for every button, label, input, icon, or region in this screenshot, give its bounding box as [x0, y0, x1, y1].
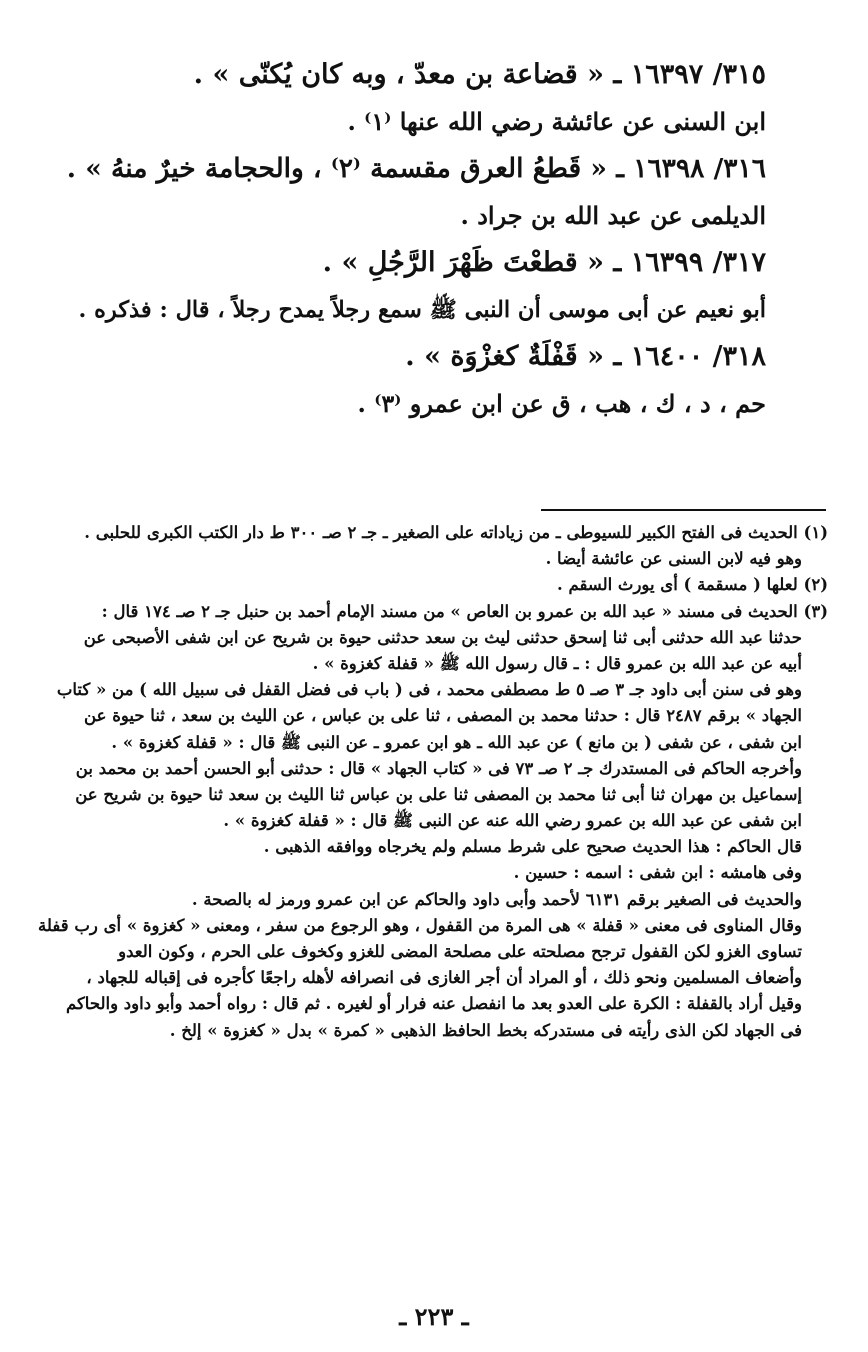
footnote-line: وقيل أراد بالقفلة : الكرة على العدو بعد ما انفصل عنه فرار أو لغيره . ثم قال : رواه أحمد وأبو داود والحاكم — [65, 994, 802, 1014]
hadith-source: الديلمى عن عبد الله بن جراد . — [460, 201, 766, 230]
hadith-text: ٣١٨/ ١٦٤٠٠ ـ « قَفْلَةٌ كغزْوَة » . — [405, 341, 766, 372]
footnote-line: إسماعيل بن مهران ثنا أبى ثنا محمد بن المصفى ثنا على بن عباس ثنا الليث بن سعد ثنا حيوة بن شريح عن — [75, 784, 802, 804]
footnote-line: وأخرجه الحاكم فى المستدرك جـ ٢ صـ ٧٣ فى « كتاب الجهاد » قال : حدثنى أبو الحسن أحمد بن محمد بن — [75, 758, 802, 778]
page-number: ـ ٢٢٣ ـ — [399, 1302, 469, 1331]
footnote-line: وأضعاف المسلمين ونحو ذلك ، أو المراد أن أجر الغازى فى انصرافه لأهله راجعًا كأجره فى إقباله للجهاد ، — [86, 968, 802, 988]
footnote-line: (٢) لعلها ( مسقمة ) أى يورث السقم . — [557, 575, 828, 595]
main-text — [66, 59, 766, 438]
footnote-line: الجهاد » برقم ٢٤٨٧ قال : حدثنا محمد بن المصفى ، ثنا على بن عباس ، عن الليث بن سعد ، ثنا حيوة عن — [84, 706, 802, 726]
hadith-text: ٣١٥/ ١٦٣٩٧ ـ « قضاعة بن معدّ ، وبه كان يُكنّى » . — [193, 59, 766, 90]
footnote-line: والحديث فى الصغير برقم ٦١٣١ لأحمد وأبى داود والحاكم عن ابن عمرو ورمز له بالصحة . — [191, 889, 802, 909]
footnote-separator — [541, 509, 826, 511]
footnote-line: وفى هامشه : ابن شفى : اسمه : حسين . — [513, 863, 802, 883]
hadith-source: ابن السنى عن عائشة رضي الله عنها ⁽١⁾ . — [347, 107, 766, 136]
footnote-line: تساوى الغزو لكن القفول ترجح مصلحته على مصلحة المضى للغزو وكخوف على الحرم ، وكون العدو — [118, 942, 802, 961]
footnote-line: أبيه عن عبد الله بن عمرو قال : ـ قال رسول الله ﷺ « قفلة كغزوة » . — [312, 653, 802, 673]
footnote-line: حدثنا عبد الله حدثنى أبى ثنا إسحق حدثنى ليث بن سعد حدثنى حيوة بن شريح عن ابن شفى الأصبحى عن — [83, 627, 802, 647]
footnote-line: وهو فى سنن أبى داود جـ ٣ صـ ٥ ط مصطفى محمد ، فى ( باب فى فضل القفل فى سبيل الله ) من « كتاب — [56, 680, 802, 700]
footnote-line: ابن شفى عن عبد الله بن عمرو رضي الله عنه عن النبى ﷺ قال : « قفلة كغزوة » . — [223, 811, 802, 831]
hadith-text: ٣١٦/ ١٦٣٩٨ ـ « قَطعُ العرق مقسمة ⁽٢⁾ ، والحجامة خيرٌ منهُ » . — [66, 153, 766, 184]
footnotes — [38, 523, 828, 1047]
footnote-line: وقال المناوى فى معنى « قفلة » هى المرة من القفول ، وهو الرجوع من سفر ، ومعنى « كغزوة » أى رب قفلة — [38, 915, 802, 935]
hadith-source: أبو نعيم عن أبى موسى أن النبى ﷺ سمع رجلاً يمدح رجلاً ، قال : فذكره . — [78, 297, 766, 323]
footnote-line: وهو فيه لابن السنى عن عائشة أيضا . — [545, 549, 802, 569]
footnote-line: (٣) الحديث فى مسند « عبد الله بن عمرو بن العاص » من مسند الإمام أحمد بن حنبل جـ ٢ صـ ١٧٤ قال : — [101, 601, 828, 621]
footnote-line: فى الجهاد لكن الذى رأيته فى مستدركه بخط الحافظ الذهبى « كمرة » بدل « كغزوة » إلخ . — [169, 1020, 802, 1040]
hadith-source: حم ، د ، ك ، هب ، ق عن ابن عمرو ⁽٣⁾ . — [357, 389, 766, 418]
hadith-text: ٣١٧/ ١٦٣٩٩ ـ « قطعْتَ ظَهْرَ الرَّجُلِ » . — [322, 247, 766, 278]
footnote-line: قال الحاكم : هذا الحديث صحيح على شرط مسلم ولم يخرجاه ووافقه الذهبى . — [263, 837, 802, 857]
footnote-line: (١) الحديث فى الفتح الكبير للسيوطى ـ من زياداته على الصغير ـ جـ ٢ صـ ٣٠٠ ط دار الكتب الكبرى للحلبى . — [84, 523, 828, 542]
footnote-line: ابن شفى ، عن شفى ( بن مانع ) عن عبد الله ـ هو ابن عمرو ـ عن النبى ﷺ قال : « قفلة كغزوة » . — [111, 732, 802, 752]
